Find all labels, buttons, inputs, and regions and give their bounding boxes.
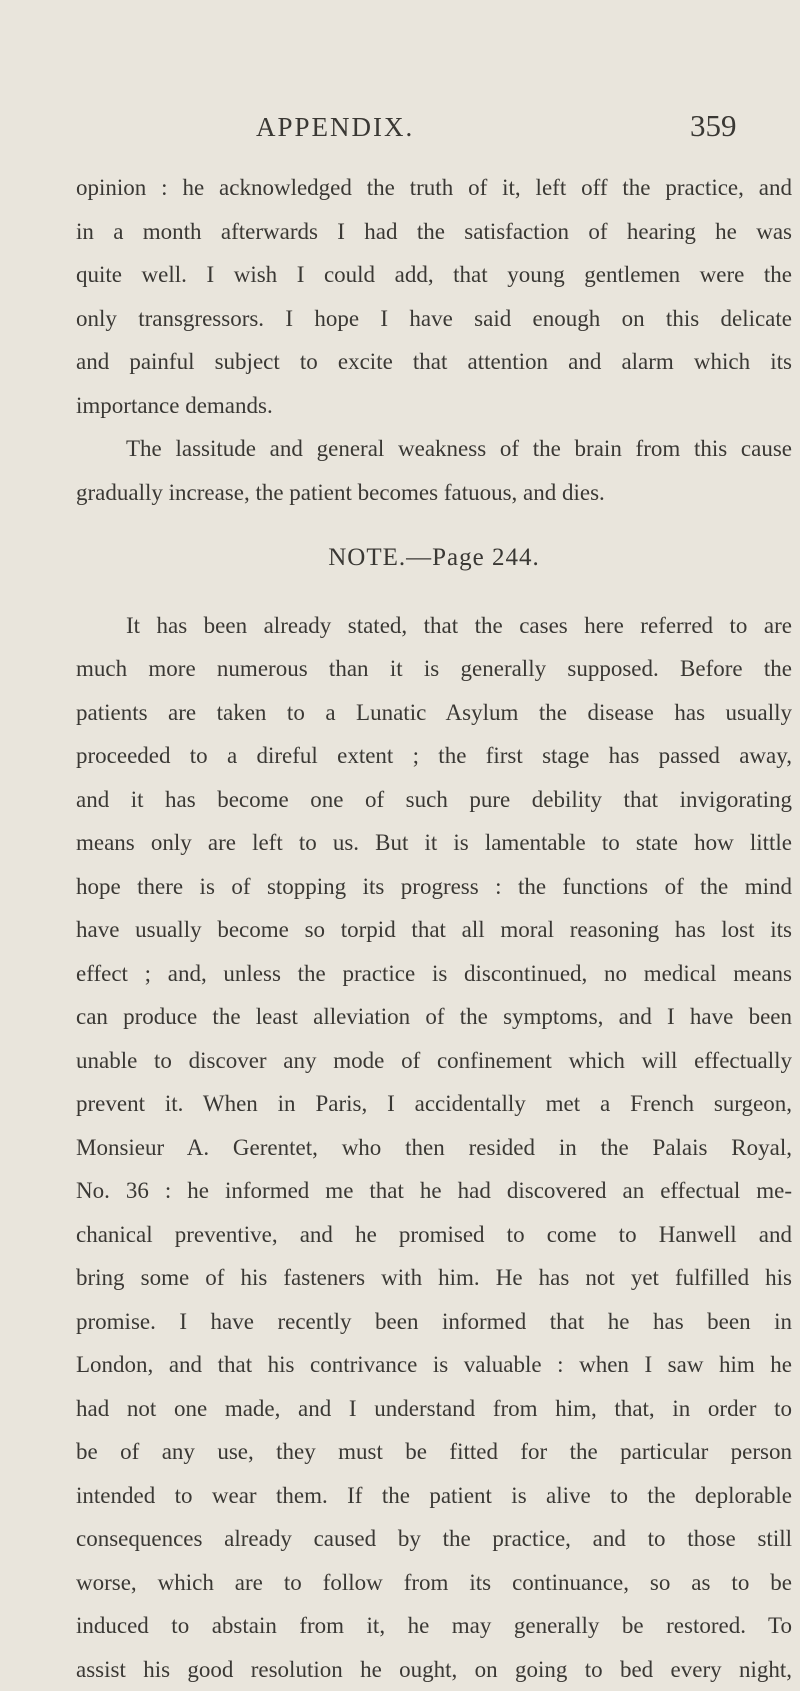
paragraph-3 (76, 604, 792, 1691)
text-line: effect ; and, unless the practice is discontinued, no medical means (76, 952, 792, 996)
page-number: 359 (690, 108, 737, 144)
text-line: can produce the least alleviation of the symptoms, and I have been (76, 995, 792, 1039)
text-line: quite well. I wish I could add, that young gentlemen were the (76, 253, 792, 297)
text-line: be of any use, they must be fitted for the particular person (76, 1430, 792, 1474)
text-line: gradually increase, the patient becomes fatuous, and dies. (76, 471, 792, 515)
text-line: had not one made, and I understand from him, that, in order to (76, 1387, 792, 1431)
text-line: chanical preventive, and he promised to come to Hanwell and (76, 1213, 792, 1257)
text-line: opinion : he acknowledged the truth of it, left off the practice, and (76, 166, 792, 210)
text-line: importance demands. (76, 384, 792, 428)
text-line: induced to abstain from it, he may generally be restored. To (76, 1604, 792, 1648)
body-text (76, 166, 792, 1691)
text-line: and painful subject to excite that attention and alarm which its (76, 340, 792, 384)
text-line: The lassitude and general weakness of the brain from this cause (76, 427, 792, 471)
text-line: have usually become so torpid that all moral reasoning has lost its (76, 908, 792, 952)
running-head: APPENDIX. (256, 112, 414, 143)
text-line: bring some of his fasteners with him. He has not yet fulfilled his (76, 1256, 792, 1300)
text-line: in a month afterwards I had the satisfaction of hearing he was (76, 210, 792, 254)
text-line: intended to wear them. If the patient is alive to the deplorable (76, 1474, 792, 1518)
text-line: proceeded to a direful extent ; the first stage has passed away, (76, 734, 792, 778)
text-line: unable to discover any mode of confinement which will effectually (76, 1039, 792, 1083)
text-line: It has been already stated, that the cases here referred to are (76, 604, 792, 648)
text-line: Monsieur A. Gerentet, who then resided in the Palais Royal, (76, 1126, 792, 1170)
text-line: only transgressors. I hope I have said enough on this delicate (76, 297, 792, 341)
page-header (0, 108, 800, 148)
paragraph-2 (76, 427, 792, 514)
text-line: and it has become one of such pure debility that invigorating (76, 778, 792, 822)
text-line: consequences already caused by the practice, and to those still (76, 1517, 792, 1561)
text-line: assist his good resolution he ought, on going to bed every night, (76, 1648, 792, 1691)
text-line: hope there is of stopping its progress : the functions of the mind (76, 865, 792, 909)
note-heading: NOTE.—Page 244. (76, 536, 792, 580)
text-line: promise. I have recently been informed that he has been in (76, 1300, 792, 1344)
text-line: much more numerous than it is generally supposed. Before the (76, 647, 792, 691)
text-line: No. 36 : he informed me that he had discovered an effectual me- (76, 1169, 792, 1213)
text-line: prevent it. When in Paris, I accidentally met a French surgeon, (76, 1082, 792, 1126)
text-line: means only are left to us. But it is lamentable to state how little (76, 821, 792, 865)
text-line: London, and that his contrivance is valuable : when I saw him he (76, 1343, 792, 1387)
text-line: patients are taken to a Lunatic Asylum the disease has usually (76, 691, 792, 735)
text-line: worse, which are to follow from its continuance, so as to be (76, 1561, 792, 1605)
paragraph-1 (76, 166, 792, 427)
